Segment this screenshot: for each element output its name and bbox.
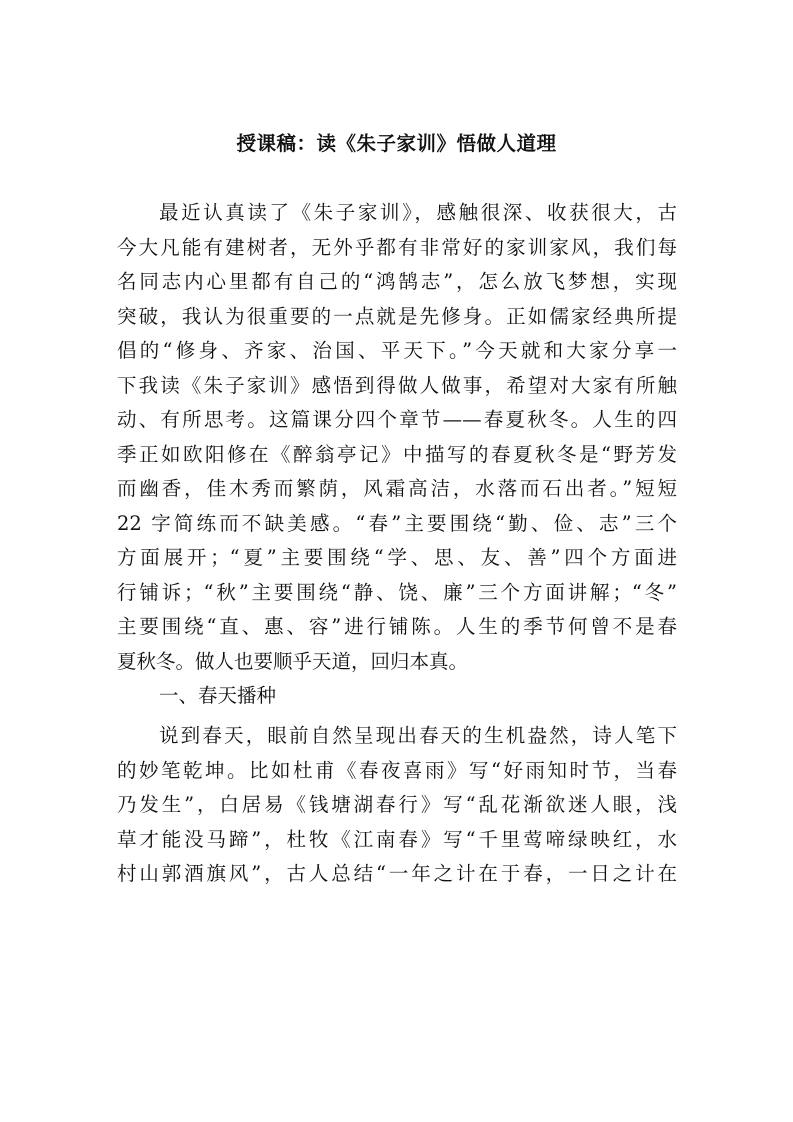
paragraph-line: 说到春天，眼前自然呈现出春天的生机盎然，诗人笔下 — [159, 724, 677, 747]
paragraph-line: 的妙笔乾坤。比如杜甫《春夜喜雨》写“好雨知时节，当春 — [117, 758, 677, 782]
paragraph-line: 方面展开；“夏”主要围绕“学、思、友、善”四个方面进 — [117, 546, 677, 569]
section-heading: 一、春天播种 — [159, 684, 277, 707]
paragraph-line: 名同志内心里都有自己的“鸿鹄志”，怎么放飞梦想，实现 — [117, 270, 677, 293]
paragraph-line: 今大凡能有建树者，无外乎都有非常好的家训家风，我们每 — [117, 235, 677, 259]
document-body — [117, 196, 677, 892]
paragraph-line: 村山郭酒旗风”，古人总结“一年之计在于春，一日之计在 — [117, 862, 677, 885]
paragraph-line: 夏秋冬。做人也要顺乎天道，回归本真。 — [117, 649, 469, 673]
paragraph-line: 22 字简练而不缺美感。“春”主要围绕“勤、俭、志”三个 — [117, 511, 677, 535]
paragraph-line: 突破，我认为很重要的一点就是先修身。正如儒家经典所提 — [117, 304, 677, 328]
paragraph-line: 乃发生”，白居易《钱塘湖春行》写“乱花渐欲迷人眼，浅 — [117, 793, 677, 816]
document-title: 授课稿：读《朱子家训》悟做人道理 — [236, 132, 557, 155]
paragraph-line: 倡的“修身、齐家、治国、平天下。”今天就和大家分享一 — [117, 339, 677, 362]
paragraph-line: 行铺诉；“秋”主要围绕“静、饶、廉”三个方面讲解；“冬” — [117, 580, 677, 604]
paragraph-line: 季正如欧阳修在《醉翁亭记》中描写的春夏秋冬是“野芳发 — [117, 442, 677, 466]
intro-paragraph — [117, 196, 677, 679]
paragraph-line: 下我读《朱子家训》感悟到得做人做事，希望对大家有所触 — [117, 373, 677, 397]
section-paragraph — [117, 719, 677, 892]
paragraph-line: 最近认真读了《朱子家训》，感触很深、收获很大，古 — [159, 201, 677, 224]
paragraph-line: 而幽香，佳木秀而繁荫，风霜高洁，水落而石出者。”短短 — [117, 477, 677, 500]
paragraph-line: 动、有所思考。这篇课分四个章节——春夏秋冬。人生的四 — [117, 408, 677, 431]
paragraph-line: 草才能没马蹄”，杜牧《江南春》写“千里莺啼绿映红，水 — [117, 827, 677, 851]
paragraph-line: 主要围绕“直、惠、容”进行铺陈。人生的季节何曾不是春 — [117, 615, 677, 638]
